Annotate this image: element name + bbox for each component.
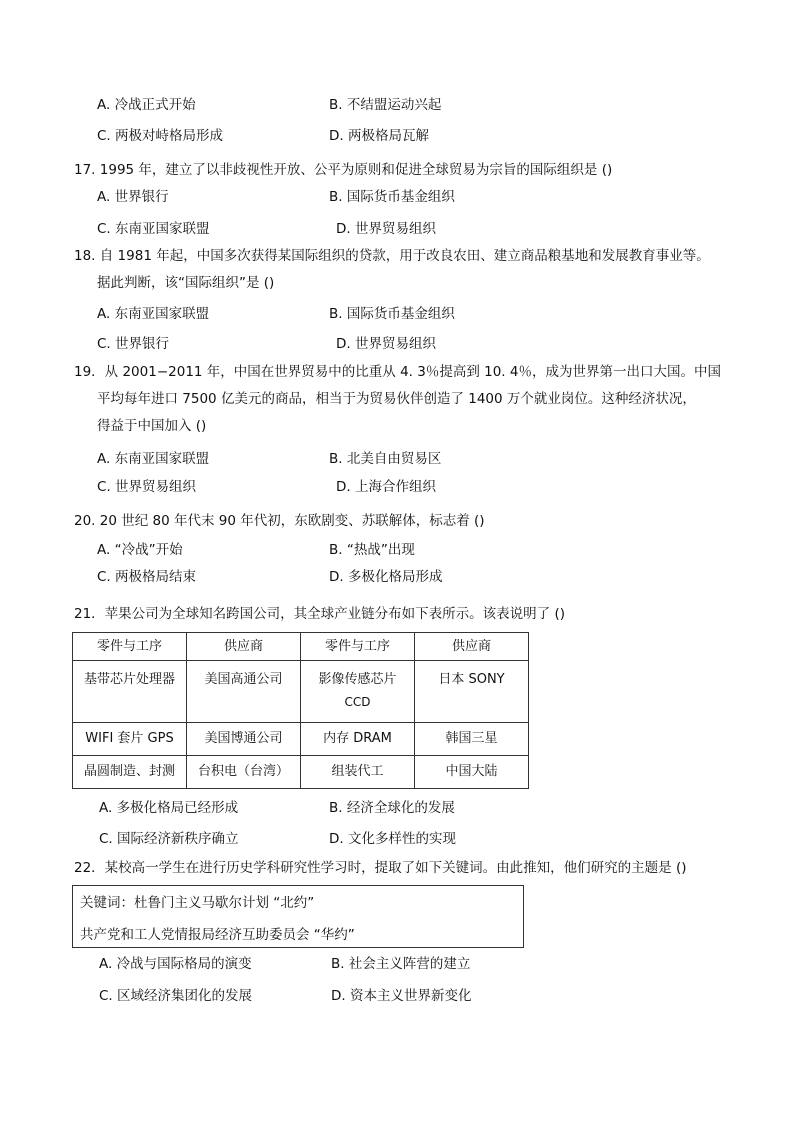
table-header-cell: 供应商 [187, 633, 301, 661]
keywords-line1: 关键词：杜鲁门主义马歇尔计划 “北约” [80, 895, 315, 911]
q17-option-d: D. 世界贸易组织 [336, 221, 436, 237]
table-cell: 基带芯片处理器 [73, 661, 187, 723]
q22-stem: 22．某校高一学生在进行历史学科研究性学习时，提取了如下关键词。由此推知，他们研究的主题是 () [74, 860, 687, 876]
q20-option-a: A. “冷战”开始 [97, 542, 183, 558]
q21-option-b: B. 经济全球化的发展 [329, 800, 455, 816]
table-row [73, 723, 529, 756]
q18-option-d: D. 世界贸易组织 [336, 336, 436, 352]
table-header-cell: 零件与工序 [301, 633, 415, 661]
q18-stem-line1: 18. 自 1981 年起，中国多次获得某国际组织的贷款，用于改良农田、建立商品粮基地和发展教育事业等。 [74, 248, 710, 264]
table-cell-text: 影像传感芯片 [318, 672, 397, 687]
q22-option-a: A. 冷战与国际格局的演变 [99, 956, 252, 972]
table-row [73, 756, 529, 789]
keywords-box [72, 885, 524, 948]
q19-stem-line3: 得益于中国加入 () [97, 418, 207, 434]
q21-option-d: D. 文化多样性的实现 [329, 831, 456, 847]
q21-stem: 21．苹果公司为全球知名跨国公司，其全球产业链分布如下表所示。该表说明了 () [74, 606, 566, 622]
q19-option-c: C. 世界贸易组织 [97, 479, 197, 495]
table-header-cell: 零件与工序 [73, 633, 187, 661]
table-cell: 中国大陆 [415, 756, 529, 789]
q17-stem: 17. 1995 年，建立了以非歧视性开放、公平为原则和促进全球贸易为宗旨的国际组织是 () [74, 162, 613, 178]
q19-option-d: D. 上海合作组织 [336, 479, 436, 495]
q20-option-b: B. “热战”出现 [329, 542, 415, 558]
q18-option-b: B. 国际货币基金组织 [329, 306, 455, 322]
q22-option-d: D. 资本主义世界新变化 [331, 988, 472, 1004]
table-cell [301, 661, 415, 723]
table-header-row [73, 633, 529, 661]
q16-option-d: D. 两极格局瓦解 [329, 128, 429, 144]
table-cell: 台积电（台湾） [187, 756, 301, 789]
table-row [73, 661, 529, 723]
q21-option-a: A. 多极化格局已经形成 [99, 800, 239, 816]
q20-option-d: D. 多极化格局形成 [329, 569, 443, 585]
table-cell-text-line2: CCD [344, 695, 371, 709]
q19-option-a: A. 东南亚国家联盟 [97, 451, 210, 467]
q18-option-a: A. 东南亚国家联盟 [97, 306, 210, 322]
q19-option-b: B. 北美自由贸易区 [329, 451, 442, 467]
table-header-cell: 供应商 [415, 633, 529, 661]
q18-stem-line2: 据此判断，该“国际组织”是 () [97, 275, 275, 291]
table-cell: 韩国三星 [415, 723, 529, 756]
table-cell: 日本 SONY [415, 661, 529, 723]
keywords-line2: 共产党和工人党情报局经济互助委员会 “华约” [80, 927, 355, 943]
q18-option-c: C. 世界银行 [97, 336, 170, 352]
table-cell: 美国博通公司 [187, 723, 301, 756]
q21-option-c: C. 国际经济新秩序确立 [99, 831, 239, 847]
q17-option-a: A. 世界银行 [97, 189, 169, 205]
q16-option-b: B. 不结盟运动兴起 [329, 97, 442, 113]
q17-option-b: B. 国际货币基金组织 [329, 189, 455, 205]
q20-stem: 20. 20 世纪 80 年代末 90 年代初，东欧剧变、苏联解体，标志着 () [74, 513, 485, 529]
table-cell: 晶圆制造、封测 [73, 756, 187, 789]
q17-option-c: C. 东南亚国家联盟 [97, 221, 210, 237]
q16-option-c: C. 两极对峙格局形成 [97, 128, 224, 144]
q22-option-c: C. 区域经济集团化的发展 [99, 988, 253, 1004]
q20-option-c: C. 两极格局结束 [97, 569, 197, 585]
q19-stem-line1: 19．从 2001−2011 年，中国在世界贸易中的比重从 4. 3％提高到 10. 4％，成为世界第一出口大国。中国 [74, 364, 721, 380]
supply-chain-table [72, 632, 529, 789]
q22-option-b: B. 社会主义阵营的建立 [331, 956, 471, 972]
table-cell: 组装代工 [301, 756, 415, 789]
table-cell: 美国高通公司 [187, 661, 301, 723]
q19-stem-line2: 平均每年进口 7500 亿美元的商品，相当于为贸易伙伴创造了 1400 万个就业岗位。这种经济状况， [97, 391, 696, 407]
table-cell: 内存 DRAM [301, 723, 415, 756]
table-cell: WIFI 套片 GPS [73, 723, 187, 756]
q16-option-a: A. 冷战正式开始 [97, 97, 196, 113]
